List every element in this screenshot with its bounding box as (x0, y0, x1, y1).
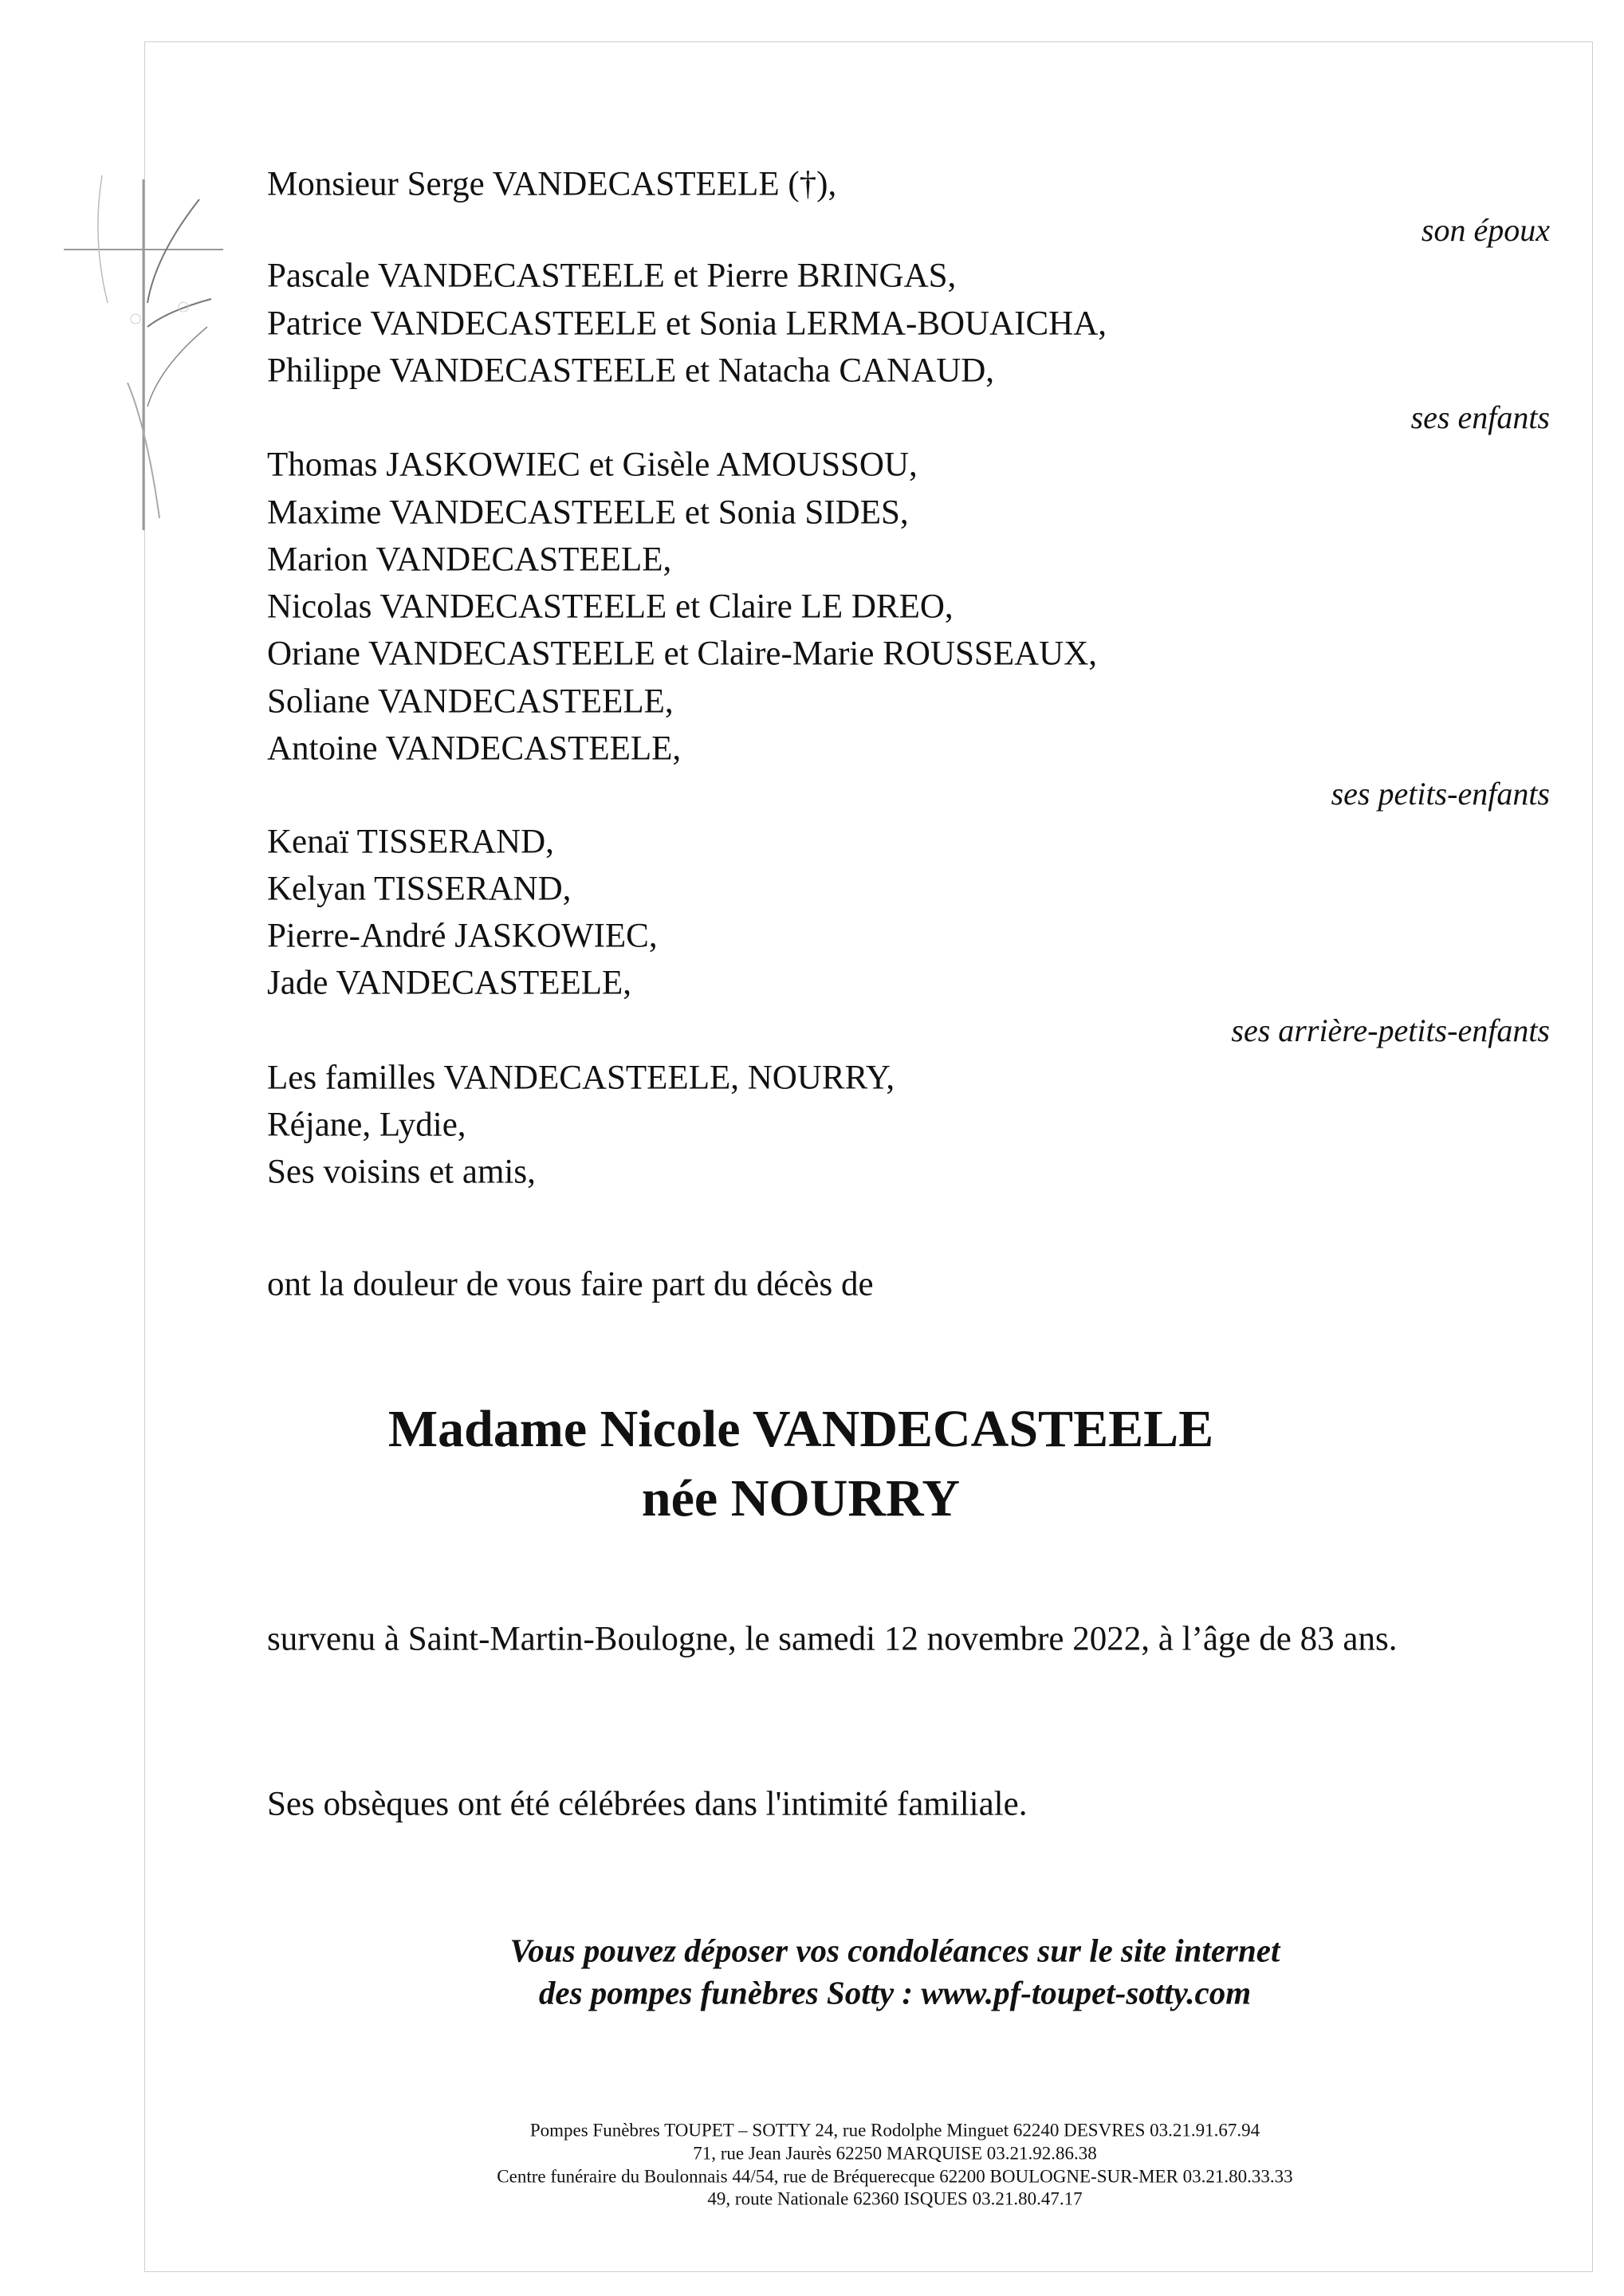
family-line: Maxime VANDECASTEELE et Sonia SIDES, (267, 493, 909, 532)
family-line: Pierre-André JASKOWIEC, (267, 917, 658, 955)
footer-line: Pompes Funèbres TOUPET – SOTTY 24, rue Rodolphe Minguet 62240 DESVRES 03.21.91.67.94 (529, 2120, 1260, 2141)
family-line: Kelyan TISSERAND, (267, 870, 572, 908)
family-line: Les familles VANDECASTEELE, NOURRY, (267, 1059, 895, 1097)
family-line-spouse: Monsieur Serge VANDECASTEELE (†), (267, 165, 837, 203)
relation-grandchildren: ses petits-enfants (1331, 776, 1550, 812)
family-line: Patrice VANDECASTEELE et Sonia LERMA-BOUAICHA, (267, 305, 1107, 343)
family-line: Thomas JASKOWIEC et Gisèle AMOUSSOU, (267, 446, 918, 484)
family-line: Philippe VANDECASTEELE et Natacha CANAUD, (267, 352, 995, 390)
family-line: Nicolas VANDECASTEELE et Claire LE DREO, (267, 588, 954, 626)
family-line: Pascale VANDECASTEELE et Pierre BRINGAS, (267, 257, 957, 295)
relation-spouse: son époux (1421, 212, 1550, 248)
death-details: survenu à Saint-Martin-Boulogne, le samedi 12 novembre 2022, à l’âge de 83 ans. (267, 1620, 1398, 1658)
family-line: Jade VANDECASTEELE, (267, 964, 632, 1002)
announcement-text: ont la douleur de vous faire part du décès de (267, 1265, 874, 1303)
footer-line: Centre funéraire du Boulonnais 44/54, rue de Bréquerecque 62200 BOULOGNE-SUR-MER 03.21.80.33.33 (497, 2166, 1293, 2187)
footer-line: 71, rue Jean Jaurès 62250 MARQUISE 03.21.92.86.38 (693, 2143, 1097, 2164)
footer-line: 49, route Nationale 62360 ISQUES 03.21.80.47.17 (707, 2188, 1083, 2209)
funeral-text: Ses obsèques ont été célébrées dans l'intimité familiale. (267, 1785, 1028, 1823)
family-line: Oriane VANDECASTEELE et Claire-Marie ROUSSEAUX, (267, 635, 1098, 673)
family-line: Marion VANDECASTEELE, (267, 541, 672, 579)
family-line: Antoine VANDECASTEELE, (267, 729, 682, 768)
relation-children: ses enfants (1410, 399, 1550, 435)
condolences-line: Vous pouvez déposer vos condoléances sur le site internet (509, 1932, 1280, 1969)
family-line: Kenaï TISSERAND, (267, 823, 554, 861)
deceased-name: Madame Nicole VANDECASTEELE (387, 1400, 1214, 1458)
condolences-link[interactable]: des pompes funèbres Sotty : www.pf-toupet-sotty.com (538, 1974, 1252, 2011)
family-line: Soliane VANDECASTEELE, (267, 682, 674, 721)
relation-great-grandchildren: ses arrière-petits-enfants (1231, 1012, 1550, 1048)
deceased-maiden-name: née NOURRY (641, 1469, 961, 1527)
family-line: Réjane, Lydie, (267, 1106, 466, 1144)
family-line: Ses voisins et amis, (267, 1153, 536, 1191)
